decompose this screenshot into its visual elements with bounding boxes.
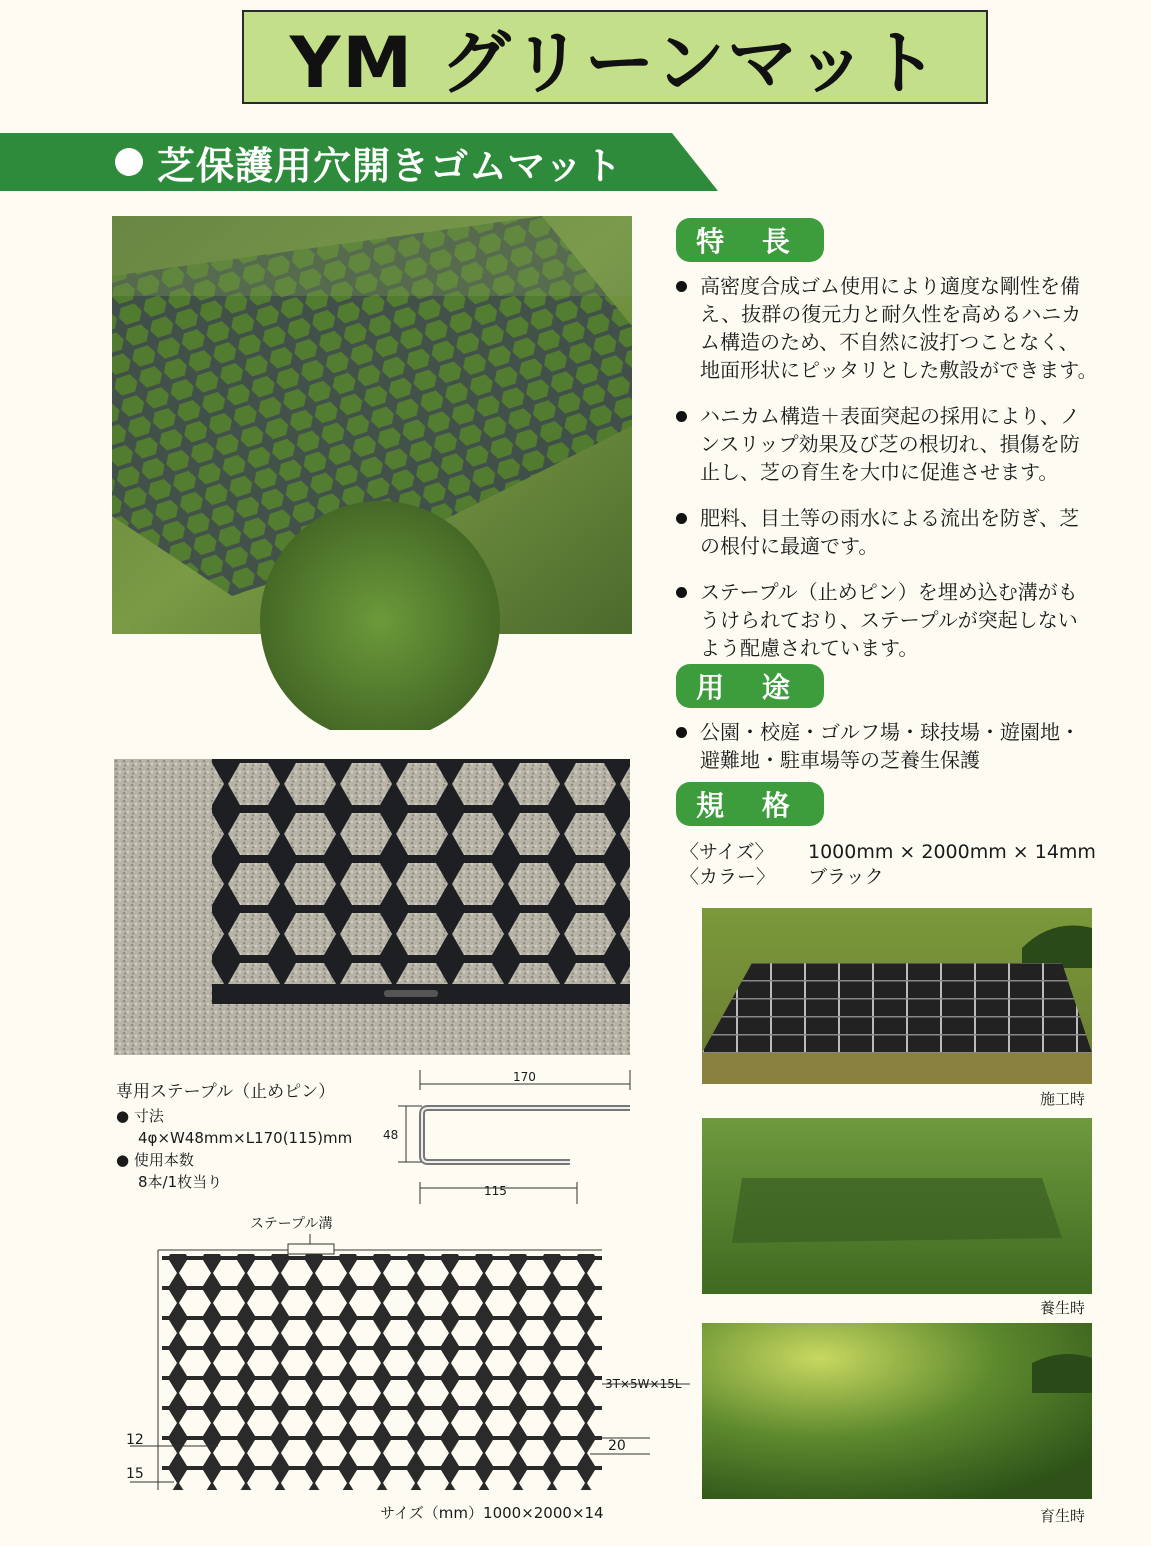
uses-heading: 用 途 [676,664,824,708]
color-label: 〈カラー〉 [680,866,776,888]
size-label: 〈サイズ〉 [680,841,774,863]
staple-dim-label: 寸法 [133,1107,164,1125]
feature-line: 高密度合成ゴム使用により適度な剛性を備 [700,274,1080,298]
bullet-icon: ● [116,1151,134,1169]
dim-115: 115 [484,1184,507,1198]
groove-label: ステープル溝 [250,1216,333,1232]
bullet-icon: ● [116,1107,134,1125]
staple-count-value: 8本/1枚当り [138,1173,223,1191]
caption-curing: 養生時 [1040,1299,1086,1317]
caption-installed: 施工時 [1040,1090,1086,1108]
page-title: YM グリーンマット [242,10,988,104]
staple-dim-value: 4φ×W48mm×L170(115)mm [138,1129,353,1147]
banner-subtitle: 芝保護用穴開きゴムマット [157,143,623,188]
features-list [676,272,1128,662]
feature-line: よう配慮されています。 [700,636,919,660]
size-caption: サイズ（mm）1000×2000×14 [380,1504,604,1522]
photo-mat-on-gravel [114,759,630,1055]
specs-table [680,840,1096,890]
color-value: ブラック [808,866,884,888]
feature-item [676,402,1128,486]
honeycomb-diagram [110,1228,690,1524]
banner-heading [115,133,623,191]
feature-line: 地面形状にピッタリとした敷設ができます。 [700,358,1098,382]
feature-line: ム構造のため、不自然に波打つことなく、 [700,330,1079,354]
dim-48: 48 [383,1128,399,1142]
staple-drawing [380,1064,650,1204]
feature-line: ハニカム構造＋表面突起の採用により、ノ [700,404,1080,428]
uses-line: 公園・校庭・ゴルフ場・球技場・遊園地・ [700,720,1080,744]
dim-20: 20 [608,1438,626,1454]
bullet-icon [676,513,687,524]
feature-line: ステープル（止めピン）を埋め込む溝がも [700,580,1078,604]
staple-count-label: 使用本数 [133,1151,194,1169]
specs-heading: 規 格 [676,782,824,826]
feature-item [676,504,1128,560]
bullet-icon [676,281,687,292]
feature-line: 肥料、目土等の雨水による流出を防ぎ、芝 [700,506,1080,530]
features-heading: 特 長 [676,218,824,262]
bullet-icon [676,587,687,598]
photo-installed [702,908,1092,1084]
feature-line: 止し、芝の育生を大巾に促進させます。 [700,460,1059,484]
caption-grown: 育生時 [1040,1507,1086,1525]
feature-line: うけられており、ステープルが突起しない [700,608,1078,632]
photo-curing [702,1118,1092,1294]
photo-grown [702,1323,1092,1499]
feature-line: の根付に最適です。 [700,534,879,558]
rib-label: 3T×5W×15L [605,1377,682,1391]
bullet-icon [676,411,687,422]
feature-line: え、抜群の復元力と耐久性を高めるハニカ [700,302,1082,326]
photo-mat-on-grass [112,216,632,730]
staple-title: 専用ステープル（止めピン） [116,1082,336,1102]
bullet-icon [676,727,687,738]
feature-item [676,578,1128,662]
dim-170: 170 [513,1070,536,1084]
uses-line: 避難地・駐車場等の芝養生保護 [700,748,980,772]
feature-line: ンスリップ効果及び芝の根切れ、損傷を防 [700,432,1080,456]
dim-15: 15 [126,1466,144,1482]
bullet-icon [115,148,143,176]
size-value: 1000mm × 2000mm × 14mm [808,841,1096,863]
feature-item [676,272,1128,384]
dim-12: 12 [126,1432,144,1448]
uses-list [676,718,1128,774]
staple-spec [116,1081,352,1193]
